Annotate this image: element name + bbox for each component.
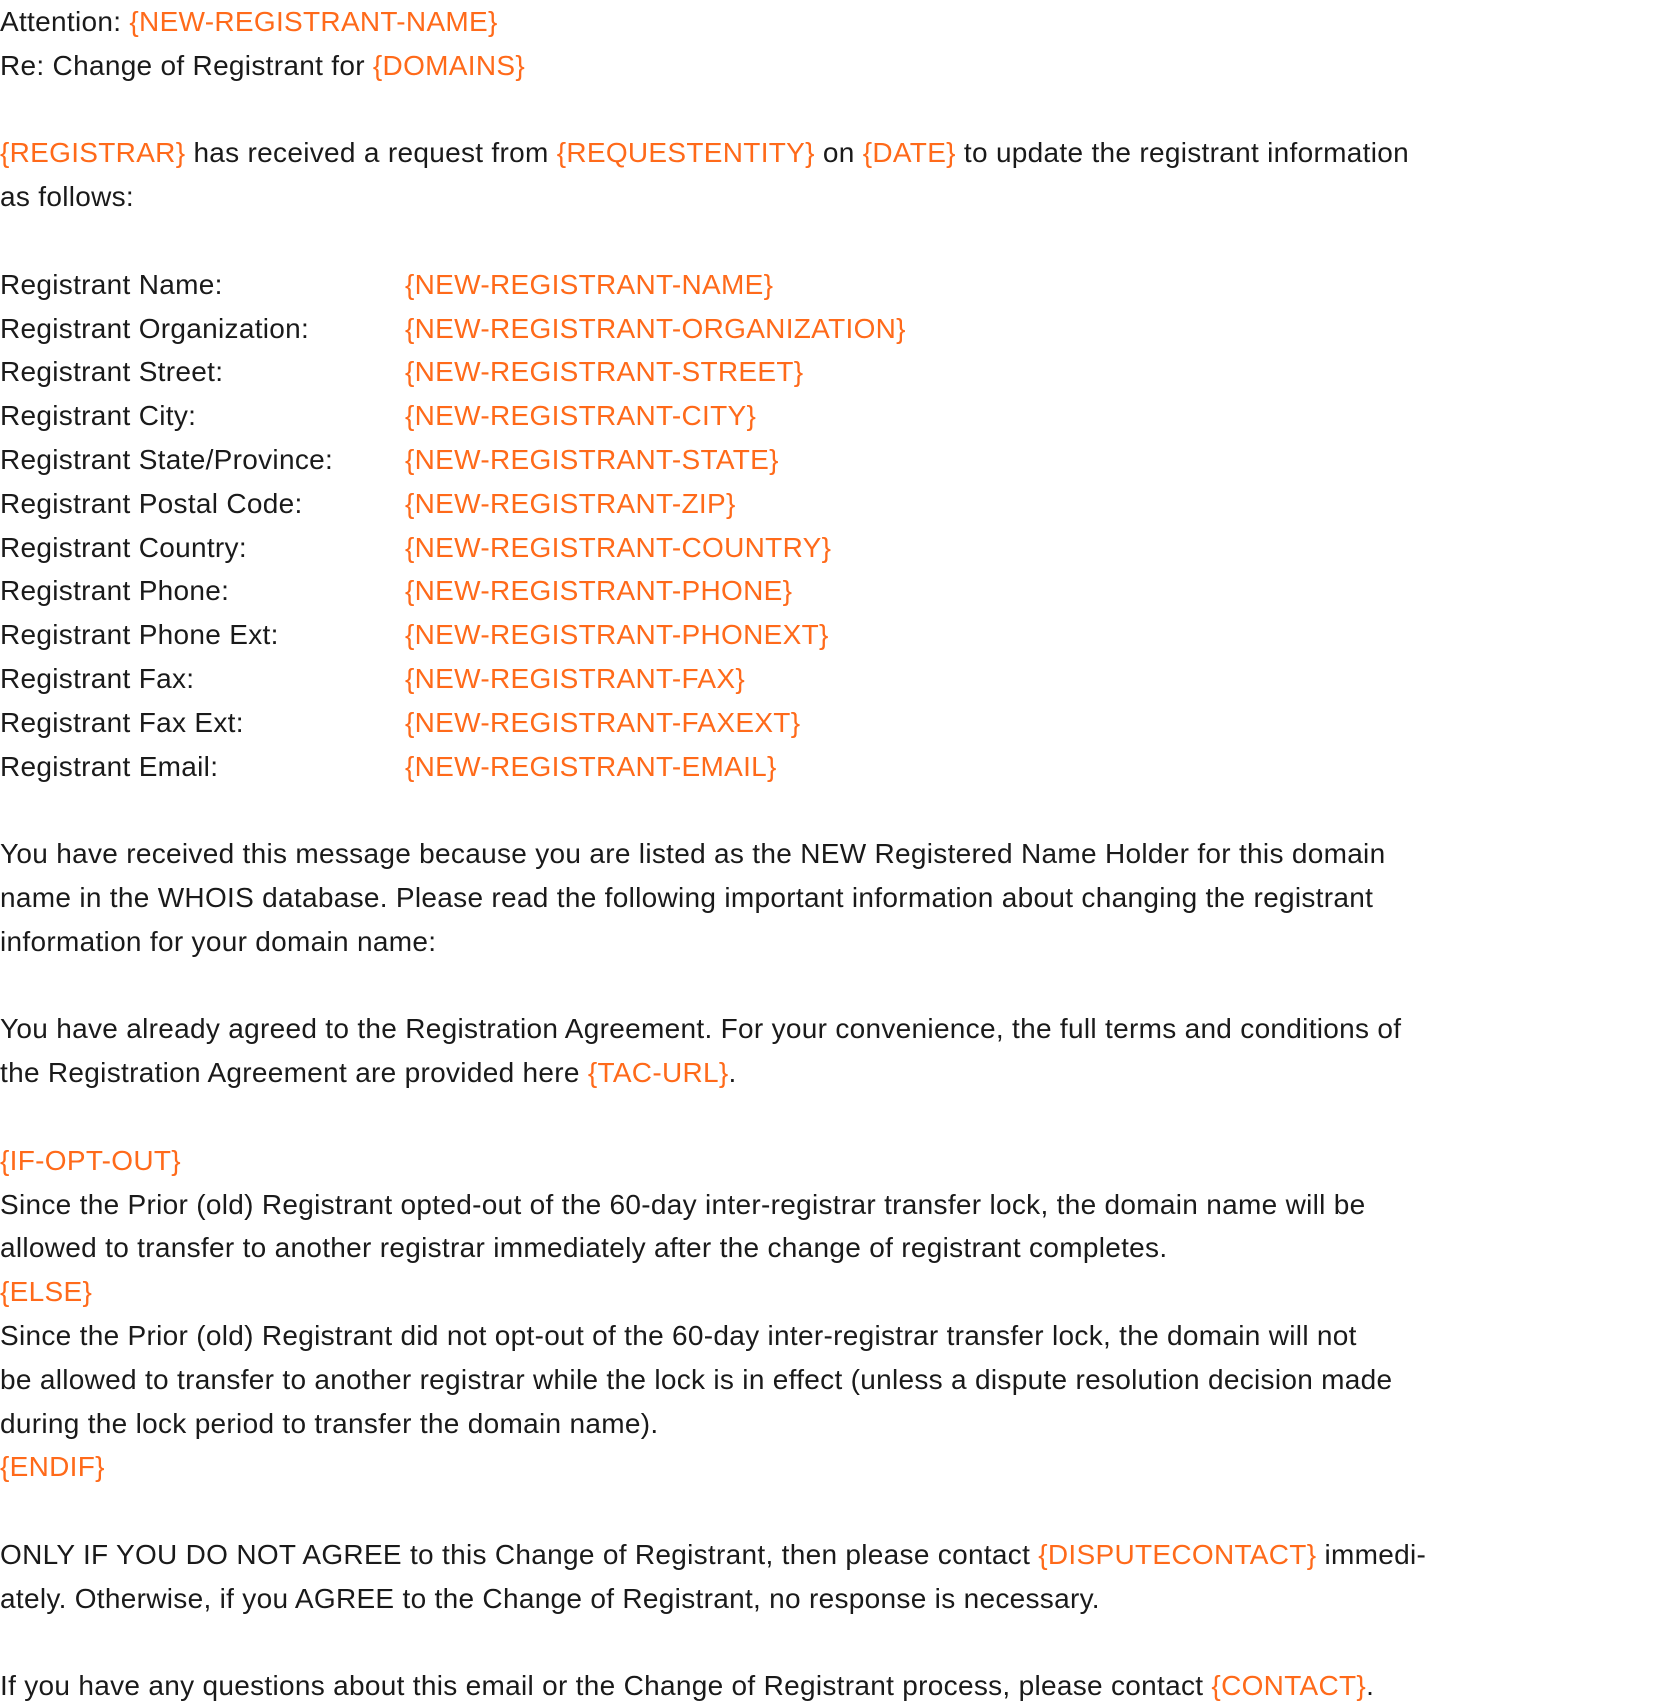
field-row — [0, 394, 1668, 438]
intro-text-3: to update the registrant information — [955, 137, 1409, 169]
spacer — [0, 1489, 1668, 1533]
field-value: {NEW-REGISTRANT-STREET} — [405, 356, 804, 388]
optout-line-2: allowed to transfer to another registrar immediately after the change of registrant completes. — [0, 1232, 1168, 1264]
date-placeholder: {DATE} — [862, 137, 956, 169]
subject-label: Re: Change of Registrant for — [0, 49, 373, 81]
field-label: Registrant Organization: — [0, 312, 310, 344]
agreement-line-1: You have already agreed to the Registration Agreement. For your convenience, the full terms and conditions of — [0, 1013, 1402, 1045]
registrant-fields — [0, 263, 1668, 789]
intro-text-1: has received a request from — [185, 137, 557, 169]
intro-line-1 — [0, 131, 1668, 175]
field-label: Registrant City: — [0, 400, 197, 432]
dispute-contact-placeholder: {DISPUTECONTACT} — [1038, 1538, 1317, 1570]
field-value: {NEW-REGISTRANT-ORGANIZATION} — [405, 312, 906, 344]
spacer — [0, 219, 1668, 263]
contact-placeholder: {CONTACT} — [1211, 1670, 1367, 1702]
intro-text-2: on — [814, 137, 863, 169]
agreement-line-2 — [0, 1051, 1668, 1095]
field-value: {NEW-REGISTRANT-COUNTRY} — [405, 531, 832, 563]
tac-url-placeholder: {TAC-URL} — [587, 1057, 729, 1089]
dispute-line-2: ately. Otherwise, if you AGREE to the Change of Registrant, no response is necessary. — [0, 1582, 1100, 1614]
dispute-line-1 — [0, 1533, 1668, 1577]
field-label: Registrant Postal Code: — [0, 487, 303, 519]
field-label: Registrant State/Province: — [0, 443, 334, 475]
field-row — [0, 745, 1668, 789]
registrar-placeholder: {REGISTRAR} — [0, 137, 186, 169]
field-value: {NEW-REGISTRANT-CITY} — [405, 400, 757, 432]
field-label: Registrant Fax Ext: — [0, 706, 244, 738]
field-value: {NEW-REGISTRANT-FAX} — [405, 662, 745, 694]
if-opt-out-tag: {IF-OPT-OUT} — [0, 1144, 181, 1176]
reason-line-2: name in the WHOIS database. Please read the following important information about changing the registrant — [0, 881, 1374, 913]
field-row — [0, 350, 1668, 394]
field-row — [0, 613, 1668, 657]
spacer — [0, 1620, 1668, 1664]
closing-line — [0, 1664, 1668, 1708]
domains-placeholder: {DOMAINS} — [372, 49, 525, 81]
field-label: Registrant Phone: — [0, 575, 230, 607]
field-row — [0, 569, 1668, 613]
field-value: {NEW-REGISTRANT-STATE} — [405, 443, 779, 475]
field-value: {NEW-REGISTRANT-ZIP} — [405, 487, 736, 519]
intro-line-2: as follows: — [0, 181, 135, 213]
field-row — [0, 438, 1668, 482]
agreement-period: . — [728, 1057, 737, 1089]
endif-tag: {ENDIF} — [0, 1451, 105, 1483]
else-line-1: Since the Prior (old) Registrant did not opt-out of the 60-day inter-registrar transfer lock, the domain will not — [0, 1319, 1357, 1351]
field-value: {NEW-REGISTRANT-EMAIL} — [405, 750, 777, 782]
field-label: Registrant Name: — [0, 268, 223, 300]
field-row — [0, 482, 1668, 526]
else-line-3: during the lock period to transfer the domain name). — [0, 1407, 659, 1439]
field-value: {NEW-REGISTRANT-PHONE} — [405, 575, 793, 607]
spacer — [0, 964, 1668, 1008]
optout-line-1: Since the Prior (old) Registrant opted-out of the 60-day inter-registrar transfer lock, the domain name will be — [0, 1188, 1366, 1220]
field-label: Registrant Fax: — [0, 662, 195, 694]
field-value: {NEW-REGISTRANT-FAXEXT} — [405, 706, 801, 738]
agreement-text: the Registration Agreement are provided here — [0, 1057, 588, 1089]
attention-line — [0, 0, 1668, 44]
field-value: {NEW-REGISTRANT-NAME} — [405, 268, 774, 300]
closing-period: . — [1366, 1670, 1375, 1702]
field-value: {NEW-REGISTRANT-PHONEXT} — [405, 619, 829, 651]
request-entity-placeholder: {REQUESTENTITY} — [556, 137, 815, 169]
field-row — [0, 526, 1668, 570]
dispute-text-suffix: immedi- — [1316, 1538, 1427, 1570]
field-row — [0, 657, 1668, 701]
field-row — [0, 307, 1668, 351]
spacer — [0, 88, 1668, 132]
field-label: Registrant Country: — [0, 531, 247, 563]
attention-placeholder: {NEW-REGISTRANT-NAME} — [129, 6, 498, 37]
else-line-2: be allowed to transfer to another registrar while the lock is in effect (unless a dispute resolution decision made — [0, 1363, 1393, 1395]
reason-line-3: information for your domain name: — [0, 925, 437, 957]
spacer — [0, 788, 1668, 832]
field-label: Registrant Street: — [0, 356, 224, 388]
subject-line — [0, 44, 1668, 88]
attention-label: Attention: — [0, 6, 130, 37]
dispute-text: ONLY IF YOU DO NOT AGREE to this Change of Registrant, then please contact — [0, 1538, 1039, 1570]
field-label: Registrant Phone Ext: — [0, 619, 279, 651]
else-tag: {ELSE} — [0, 1276, 93, 1308]
field-row — [0, 263, 1668, 307]
field-label: Registrant Email: — [0, 750, 219, 782]
field-row — [0, 701, 1668, 745]
spacer — [0, 1095, 1668, 1139]
reason-line-1: You have received this message because you are listed as the NEW Registered Name Holder for this domain — [0, 838, 1386, 870]
closing-text: If you have any questions about this email or the Change of Registrant process, please contact — [0, 1670, 1212, 1702]
